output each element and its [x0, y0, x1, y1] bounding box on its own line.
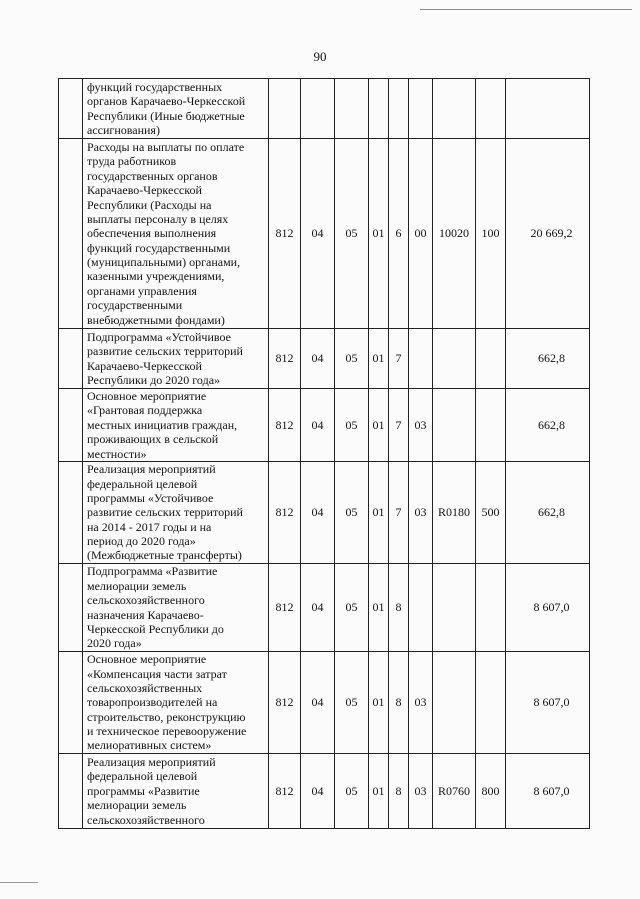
section-code-cell: 04 — [301, 564, 335, 652]
ministry-code-cell: 812 — [269, 389, 301, 462]
section-code-cell: 04 — [301, 329, 335, 389]
row-name-cell: Подпрограмма «Устойчивое развитие сельских территорий Карачаево-Черкесской Республики до 2020 года» — [83, 329, 269, 389]
table-row — [59, 329, 590, 389]
ministry-code-cell: 812 — [269, 652, 301, 754]
section-code-cell — [301, 79, 335, 139]
ministry-code-cell: 812 — [269, 462, 301, 564]
subprogram-code-cell: 7 — [389, 462, 409, 564]
ministry-code-cell: 812 — [269, 139, 301, 329]
table-row — [59, 754, 590, 829]
sum-cell: 662,8 — [506, 462, 590, 564]
sum-cell: 8 607,0 — [506, 564, 590, 652]
scan-artifact-bottom-line — [0, 882, 38, 883]
subsection-code-cell: 05 — [335, 389, 369, 462]
subsection-code-cell: 05 — [335, 564, 369, 652]
direction-code-cell — [433, 329, 476, 389]
program-code-cell: 01 — [369, 652, 389, 754]
sum-cell: 662,8 — [506, 389, 590, 462]
measure-code-cell: 03 — [409, 652, 433, 754]
measure-code-cell: 03 — [409, 389, 433, 462]
table-row — [59, 462, 590, 564]
direction-code-cell: R0760 — [433, 754, 476, 829]
ministry-code-cell: 812 — [269, 329, 301, 389]
row-name-cell: Расходы на выплаты по оплате труда работников государственных органов Карачаево-Черкесской Республики (Расходы на выплаты персоналу в целях обеспечения выполнения функций государственными (муниципальными) органами, казенными учреждениями, органами управления государственными внебюджетными фондами) — [83, 139, 269, 329]
table-row — [59, 564, 590, 652]
direction-code-cell: 10020 — [433, 139, 476, 329]
ministry-code-cell — [269, 79, 301, 139]
row-name-cell: Основное мероприятие «Грантовая поддержка местных инициатив граждан, проживающих в сельской местности» — [83, 389, 269, 462]
expense-type-cell — [476, 652, 506, 754]
subprogram-code-cell: 8 — [389, 652, 409, 754]
sum-cell: 8 607,0 — [506, 652, 590, 754]
program-code-cell — [369, 79, 389, 139]
subprogram-code-cell: 7 — [389, 329, 409, 389]
table-body — [59, 79, 590, 829]
subsection-code-cell: 05 — [335, 462, 369, 564]
section-code-cell: 04 — [301, 754, 335, 829]
section-code-cell: 04 — [301, 462, 335, 564]
budget-table — [58, 78, 590, 829]
row-name-cell: Основное мероприятие «Компенсация части затрат сельскохозяйственных товаропроизводителей на строительство, реконструкцию и техническое перевооружение мелиоративных систем» — [83, 652, 269, 754]
program-code-cell: 01 — [369, 462, 389, 564]
expense-type-cell — [476, 79, 506, 139]
program-code-cell: 01 — [369, 564, 389, 652]
direction-code-cell — [433, 389, 476, 462]
row-name-cell: функций государственных органов Карачаево-Черкесской Республики (Иные бюджетные ассигнования) — [83, 79, 269, 139]
subprogram-code-cell: 8 — [389, 754, 409, 829]
subsection-code-cell: 05 — [335, 139, 369, 329]
row-index-cell — [59, 139, 83, 329]
row-index-cell — [59, 389, 83, 462]
row-index-cell — [59, 79, 83, 139]
expense-type-cell — [476, 329, 506, 389]
measure-code-cell — [409, 329, 433, 389]
section-code-cell: 04 — [301, 652, 335, 754]
subsection-code-cell: 05 — [335, 754, 369, 829]
sum-cell — [506, 79, 590, 139]
row-index-cell — [59, 754, 83, 829]
direction-code-cell — [433, 564, 476, 652]
row-index-cell — [59, 462, 83, 564]
sum-cell: 8 607,0 — [506, 754, 590, 829]
sum-cell: 662,8 — [506, 329, 590, 389]
measure-code-cell: 03 — [409, 462, 433, 564]
ministry-code-cell: 812 — [269, 564, 301, 652]
subprogram-code-cell: 8 — [389, 564, 409, 652]
subsection-code-cell: 05 — [335, 652, 369, 754]
table-row — [59, 652, 590, 754]
expense-type-cell — [476, 389, 506, 462]
row-index-cell — [59, 652, 83, 754]
direction-code-cell: R0180 — [433, 462, 476, 564]
expense-type-cell — [476, 564, 506, 652]
subsection-code-cell — [335, 79, 369, 139]
subprogram-code-cell: 7 — [389, 389, 409, 462]
expense-type-cell: 500 — [476, 462, 506, 564]
sum-cell: 20 669,2 — [506, 139, 590, 329]
program-code-cell: 01 — [369, 139, 389, 329]
row-name-cell: Реализация мероприятий федеральной целевой программы «Устойчивое развитие сельских территорий на 2014 - 2017 годы и на период до 2020 года» (Межбюджетные трансферты) — [83, 462, 269, 564]
row-name-cell: Реализация мероприятий федеральной целевой программы «Развитие мелиорации земель сельскохозяйственного — [83, 754, 269, 829]
subprogram-code-cell: 6 — [389, 139, 409, 329]
page-number: 90 — [313, 49, 327, 64]
expense-type-cell: 100 — [476, 139, 506, 329]
table-row — [59, 79, 590, 139]
section-code-cell: 04 — [301, 389, 335, 462]
expense-type-cell: 800 — [476, 754, 506, 829]
program-code-cell: 01 — [369, 389, 389, 462]
measure-code-cell — [409, 564, 433, 652]
program-code-cell: 01 — [369, 754, 389, 829]
direction-code-cell — [433, 79, 476, 139]
direction-code-cell — [433, 652, 476, 754]
table-row — [59, 139, 590, 329]
row-index-cell — [59, 564, 83, 652]
subprogram-code-cell — [389, 79, 409, 139]
measure-code-cell: 03 — [409, 754, 433, 829]
program-code-cell: 01 — [369, 329, 389, 389]
scan-artifact-top-line — [420, 9, 632, 10]
section-code-cell: 04 — [301, 139, 335, 329]
row-index-cell — [59, 329, 83, 389]
ministry-code-cell: 812 — [269, 754, 301, 829]
measure-code-cell: 00 — [409, 139, 433, 329]
table-row — [59, 389, 590, 462]
row-name-cell: Подпрограмма «Развитие мелиорации земель сельскохозяйственного назначения Карачаево- Черкесской Республики до 2020 года» — [83, 564, 269, 652]
subsection-code-cell: 05 — [335, 329, 369, 389]
measure-code-cell — [409, 79, 433, 139]
